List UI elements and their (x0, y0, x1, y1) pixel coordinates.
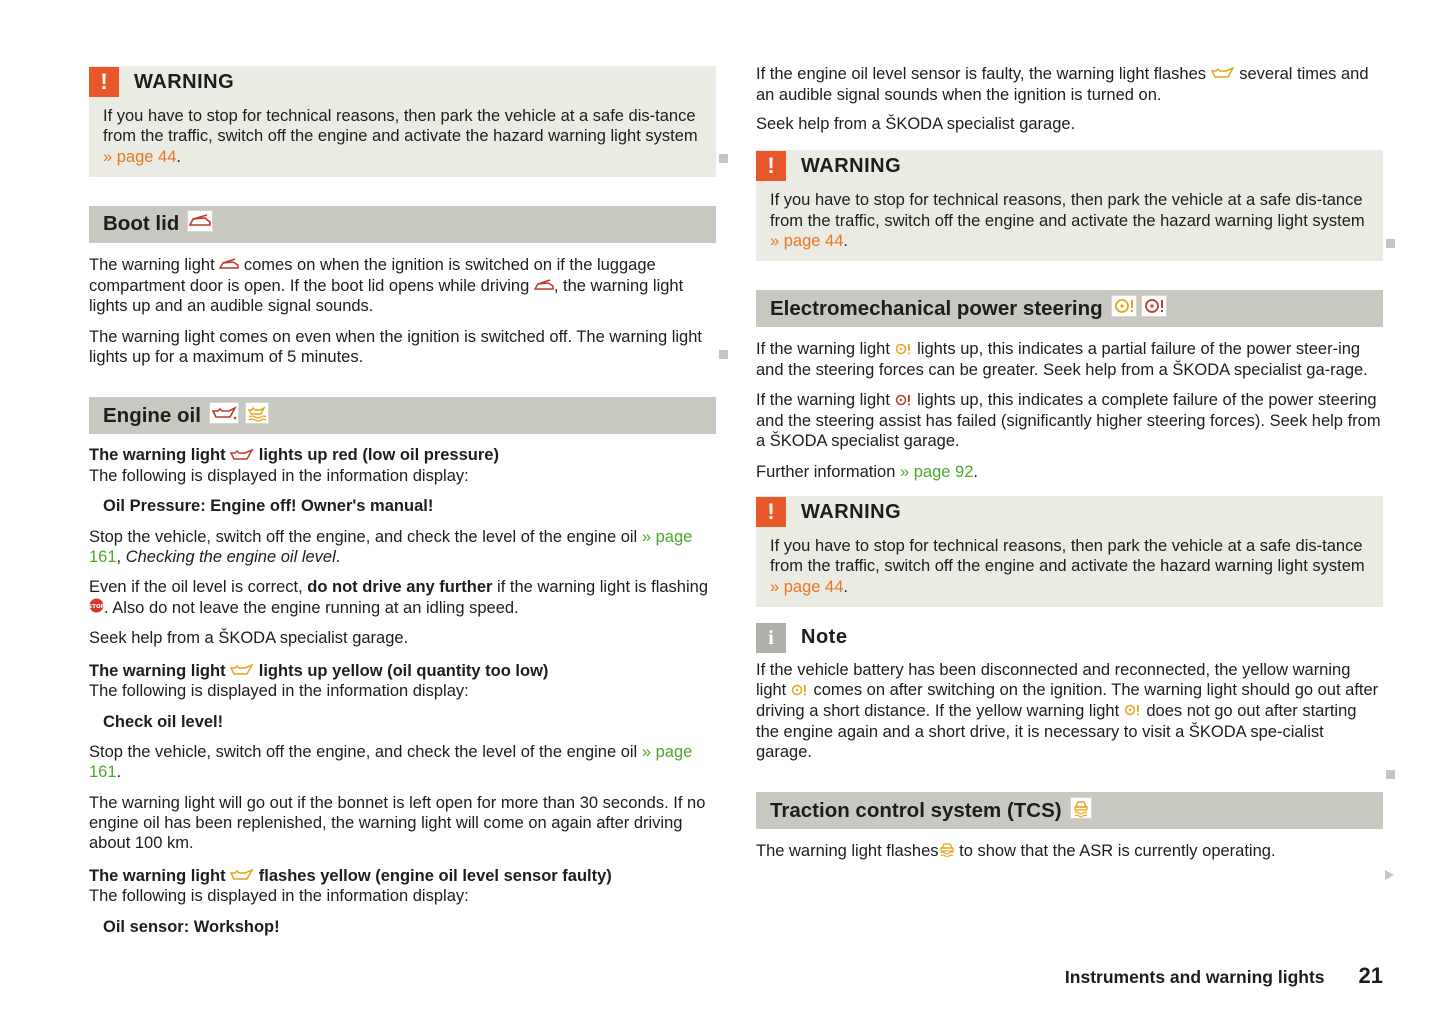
warning-box (756, 496, 1383, 607)
steering-red-icon (895, 391, 913, 411)
oil-flash-info: The following is displayed in the information display: (89, 887, 469, 906)
warning-text: If you have to stop for technical reasons, then park the vehicle at a safe dis-tance from the traffic, switch off the engine and activate the hazard warning light system » page 44. (103, 107, 698, 166)
steering-yellow-icon (1124, 701, 1142, 721)
note-header (756, 622, 1383, 654)
warning-title: WARNING (801, 500, 902, 523)
section-heading-engine-oil: Engine oil (89, 397, 716, 434)
warning-header (756, 496, 1383, 528)
info-icon: i (756, 623, 786, 653)
warning-title: WARNING (801, 154, 902, 177)
note-paragraph: If the vehicle battery has been disconnected and reconnected, the yellow warning light comes on after switching on the ignition. The warning light should go out after driving a short distance. If the yellow warning light does not go out after starting the engine again and a short drive, it is necessary to visit a ŠKODA spe-cialist garage. (756, 660, 1379, 762)
page-link[interactable]: » page 44 (103, 147, 177, 166)
end-of-section-marker (1386, 239, 1395, 248)
section-heading-tcs: Traction control system (TCS) (756, 792, 1383, 829)
exclamation-icon: ! (756, 151, 786, 181)
boot-lid-icon (187, 210, 213, 238)
end-of-section-marker (1386, 770, 1395, 779)
warning-header (756, 150, 1383, 182)
oil-can-yellow-icon (230, 866, 254, 886)
oil-red-title: The warning light lights up red (low oil pressure) (89, 446, 499, 465)
bonnet-paragraph: The warning light will go out if the bonnet is left open for more than 30 seconds. If no engine oil has been replenished, the warning light will come on again after driving about 100 km. (89, 793, 706, 853)
end-of-section-marker (719, 154, 728, 163)
oil-can-yellow-icon (1211, 64, 1235, 84)
page-link[interactable]: » page 161 (89, 743, 693, 782)
boot-paragraph-2: The warning light comes on even when the ignition is switched off. The warning light lights up for a maximum of 5 minutes. (89, 327, 702, 367)
boot-paragraph: The warning light comes on when the ignition is switched on if the luggage compartment door is open. If the boot lid opens while driving , the warning light lights up and an audible signal sounds. (89, 255, 684, 316)
exclamation-icon: ! (89, 67, 119, 97)
oil-can-red-icon (230, 446, 254, 466)
section-heading-power-steering: Electromechanical power steering (756, 290, 1383, 327)
page-link[interactable]: » page 44 (770, 577, 844, 596)
oil-can-yellow-icon (230, 661, 254, 681)
chapter-title: Instruments and warning lights (1064, 967, 1325, 987)
oil-flash-title: The warning light flashes yellow (engine oil level sensor faulty) (89, 866, 612, 885)
display-message: Oil sensor: Workshop! (103, 917, 280, 936)
warning-box (89, 66, 716, 177)
svg-text:STOP: STOP (89, 604, 104, 611)
boot-lid-icon (219, 255, 239, 275)
steering-yellow-icon (1111, 295, 1137, 323)
page-link[interactable]: » page 44 (770, 231, 844, 250)
seek-help: Seek help from a ŠKODA specialist garage. (89, 629, 409, 648)
tcs-icon (1070, 797, 1092, 825)
further-info: Further information » page 92. (756, 462, 978, 481)
display-message: Oil Pressure: Engine off! Owner's manual! (103, 497, 434, 516)
warning-header (89, 66, 716, 98)
eps-paragraph-2: If the warning light lights up, this indicates a complete failure of the power steering and the steering assist has failed (significantly higher steering forces). Seek help from a ŠKODA specialist garage. (756, 391, 1381, 451)
eps-paragraph-1: If the warning light lights up, this indicates a partial failure of the power steer-ing and the steering forces can be greater. Seek help from a ŠKODA specialist ga-rage. (756, 340, 1368, 380)
page-footer (1065, 963, 1383, 989)
oil-yellow-info: The following is displayed in the information display: (89, 682, 469, 701)
end-of-section-marker (719, 350, 728, 359)
oil-yellow-title: The warning light lights up yellow (oil quantity too low) (89, 661, 549, 680)
sensor-paragraph: If the engine oil level sensor is faulty, the warning light flashes several times and an audible signal sounds when the ignition is turned on. (756, 65, 1369, 104)
stop-icon (89, 598, 104, 618)
oil-can-red-icon (209, 402, 239, 430)
boot-lid-icon (534, 276, 554, 296)
warning-text: If you have to stop for technical reasons, then park the vehicle at a safe dis-tance from the traffic, switch off the engine and activate the hazard warning light system » page 44. (770, 191, 1365, 250)
oil-stop-paragraph: Stop the vehicle, switch off the engine, and check the level of the engine oil » page 161, Checking the engine oil level. (89, 527, 693, 567)
tcs-paragraph: The warning light flashes to show that the ASR is currently operating. (756, 841, 1383, 862)
steering-red-icon (1141, 295, 1167, 323)
oil-stop-paragraph-2: Stop the vehicle, switch off the engine, and check the level of the engine oil » page 161. (89, 743, 693, 782)
continue-arrow-icon (1385, 870, 1394, 880)
seek-help: Seek help from a ŠKODA specialist garage. (756, 115, 1076, 134)
steering-yellow-icon (791, 681, 809, 701)
left-column (89, 0, 716, 937)
warning-box (756, 150, 1383, 261)
page-link[interactable]: » page 161 (89, 527, 693, 567)
display-message: Check oil level! (103, 712, 224, 731)
page-link[interactable]: » page 92 (899, 462, 974, 481)
steering-yellow-icon (895, 340, 913, 360)
warning-text: If you have to stop for technical reasons, then park the vehicle at a safe dis-tance from the traffic, switch off the engine and activate the hazard warning light system » page 44. (770, 537, 1365, 596)
oil-level-yellow-icon (245, 402, 269, 430)
section-heading-boot-lid: Boot lid (89, 206, 716, 243)
oil-even-paragraph: Even if the oil level is correct, do not drive any further if the warning light is flashing STOP . Also do not leave the engine running at an idling speed. (89, 578, 708, 617)
exclamation-icon: ! (756, 497, 786, 527)
page-number: 21 (1358, 963, 1383, 988)
oil-red-info: The following is displayed in the information display: (89, 467, 469, 486)
warning-title: WARNING (134, 70, 235, 93)
right-column (756, 64, 1383, 863)
note-title: Note (801, 626, 848, 649)
tcs-icon (939, 841, 955, 862)
